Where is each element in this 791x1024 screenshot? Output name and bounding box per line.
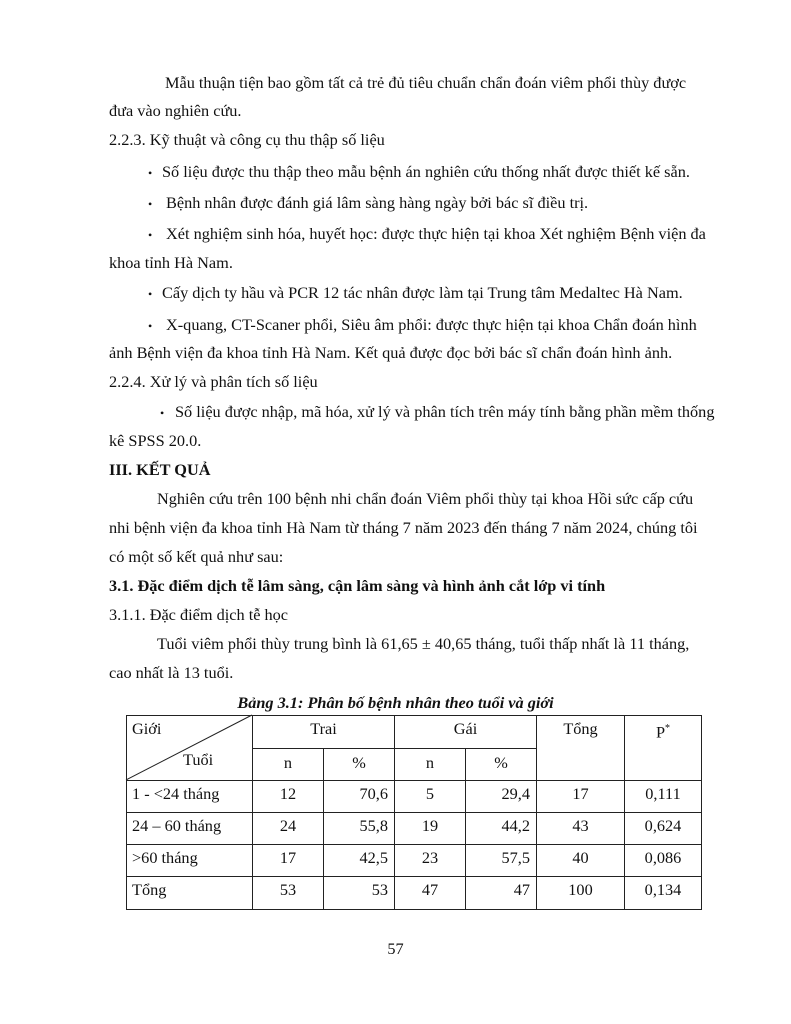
table-header-male: Trai — [310, 719, 337, 738]
table-subheader-female-pct: % — [494, 753, 508, 772]
row-label: >60 tháng — [132, 848, 198, 867]
section-heading-3-1: 3.1. Đặc điểm dịch tễ lâm sàng, cận lâm sàng và hình ảnh cắt lớp vi tính — [109, 576, 606, 595]
paragraph-line: có một số kết quả như sau: — [109, 547, 284, 566]
cell-female-pct: 57,5 — [501, 848, 530, 867]
paragraph-line: đưa vào nghiên cứu. — [109, 101, 242, 120]
section-heading-results: III. KẾT QUẢ — [109, 460, 211, 479]
table-corner-gender: Giới — [132, 719, 162, 738]
paragraph-line: nhi bệnh viện đa khoa tỉnh Hà Nam từ tháng 7 năm 2023 đến tháng 7 năm 2024, chúng tôi — [109, 518, 698, 537]
row-label: Tổng — [132, 880, 167, 899]
table-caption: Bảng 3.1: Phân bố bệnh nhân theo tuổi và giới — [237, 693, 554, 712]
table-subheader-female-n: n — [425, 753, 435, 772]
bullet-item: X-quang, CT-Scaner phổi, Siêu âm phổi: được thực hiện tại khoa Chẩn đoán hình — [166, 315, 697, 334]
cell-male-n: 53 — [279, 880, 297, 899]
cell-male-pct: 55,8 — [359, 816, 388, 835]
cell-male-pct: 70,6 — [359, 784, 388, 803]
table-corner-age: Tuổi — [183, 750, 214, 769]
bullet-item: Bệnh nhân được đánh giá lâm sàng hàng ngày bởi bác sĩ điều trị. — [166, 193, 589, 212]
cell-male-n: 24 — [279, 816, 297, 835]
cell-female-n: 47 — [421, 880, 439, 899]
bullet-icon: • — [148, 197, 153, 211]
bullet-item-continuation: khoa tỉnh Hà Nam. — [109, 253, 233, 272]
p-superscript: * — [665, 723, 671, 734]
paragraph-line: Tuổi viêm phổi thùy trung bình là 61,65 ± 40,65 tháng, tuổi thấp nhất là 11 tháng, — [157, 634, 690, 653]
cell-male-pct: 42,5 — [359, 848, 388, 867]
cell-total: 40 — [572, 848, 589, 867]
bullet-item: Cấy dịch ty hầu và PCR 12 tác nhân được làm tại Trung tâm Medaltec Hà Nam. — [162, 283, 683, 302]
cell-female-pct: 44,2 — [501, 816, 530, 835]
bullet-item: Xét nghiệm sinh hóa, huyết học: được thực hiện tại khoa Xét nghiệm Bệnh viện đa — [166, 224, 706, 243]
cell-female-pct: 47 — [513, 880, 530, 899]
bullet-item-continuation: ảnh Bệnh viện đa khoa tỉnh Hà Nam. Kết quả được đọc bởi bác sĩ chẩn đoán hình ảnh. — [109, 343, 673, 362]
cell-male-n: 12 — [279, 784, 297, 803]
row-label: 1 - <24 tháng — [132, 784, 220, 803]
bullet-icon: • — [148, 166, 153, 180]
cell-male-n: 17 — [279, 848, 297, 867]
cell-female-n: 5 — [425, 784, 435, 803]
cell-p-value: 0,134 — [644, 880, 682, 899]
cell-total: 17 — [572, 784, 589, 803]
cell-total: 100 — [568, 880, 593, 899]
table-header-female: Gái — [453, 719, 478, 738]
bullet-item: Số liệu được nhập, mã hóa, xử lý và phân tích trên máy tính bằng phần mềm thống — [175, 402, 715, 421]
cell-p-value: 0,624 — [644, 816, 682, 835]
row-label: 24 – 60 tháng — [132, 816, 222, 835]
cell-p-value: 0,086 — [644, 848, 682, 867]
paragraph-line: cao nhất là 13 tuổi. — [109, 663, 234, 682]
cell-female-pct: 29,4 — [501, 784, 530, 803]
bullet-icon: • — [160, 406, 165, 420]
table-subheader-male-pct: % — [352, 753, 366, 772]
table-header-total: Tổng — [563, 719, 598, 738]
paragraph-line: Mẫu thuận tiện bao gồm tất cả trẻ đủ tiêu chuẩn chẩn đoán viêm phổi thùy được — [165, 73, 687, 92]
table-header-p — [625, 719, 701, 742]
p-label: P — [655, 722, 666, 742]
cell-female-n: 23 — [421, 848, 439, 867]
cell-female-n: 19 — [421, 816, 439, 835]
bullet-item-continuation: kê SPSS 20.0. — [109, 431, 202, 450]
bullet-item: Số liệu được thu thập theo mẫu bệnh án nghiên cứu thống nhất được thiết kế sẵn. — [162, 162, 690, 181]
cell-male-pct: 53 — [371, 880, 388, 899]
paragraph-line: Nghiên cứu trên 100 bệnh nhi chẩn đoán Viêm phổi thùy tại khoa Hồi sức cấp cứu — [157, 489, 694, 508]
bullet-icon: • — [148, 319, 153, 333]
section-heading-2-2-3: 2.2.3. Kỹ thuật và công cụ thu thập số liệu — [109, 130, 385, 149]
cell-p-value: 0,111 — [645, 784, 681, 803]
section-heading-2-2-4: 2.2.4. Xử lý và phân tích số liệu — [109, 372, 318, 391]
section-heading-3-1-1: 3.1.1. Đặc điểm dịch tễ học — [109, 605, 289, 624]
page-number: 57 — [387, 939, 404, 958]
cell-total: 43 — [572, 816, 589, 835]
bullet-icon: • — [148, 228, 153, 242]
table-subheader-male-n: n — [283, 753, 293, 772]
bullet-icon: • — [148, 287, 153, 301]
